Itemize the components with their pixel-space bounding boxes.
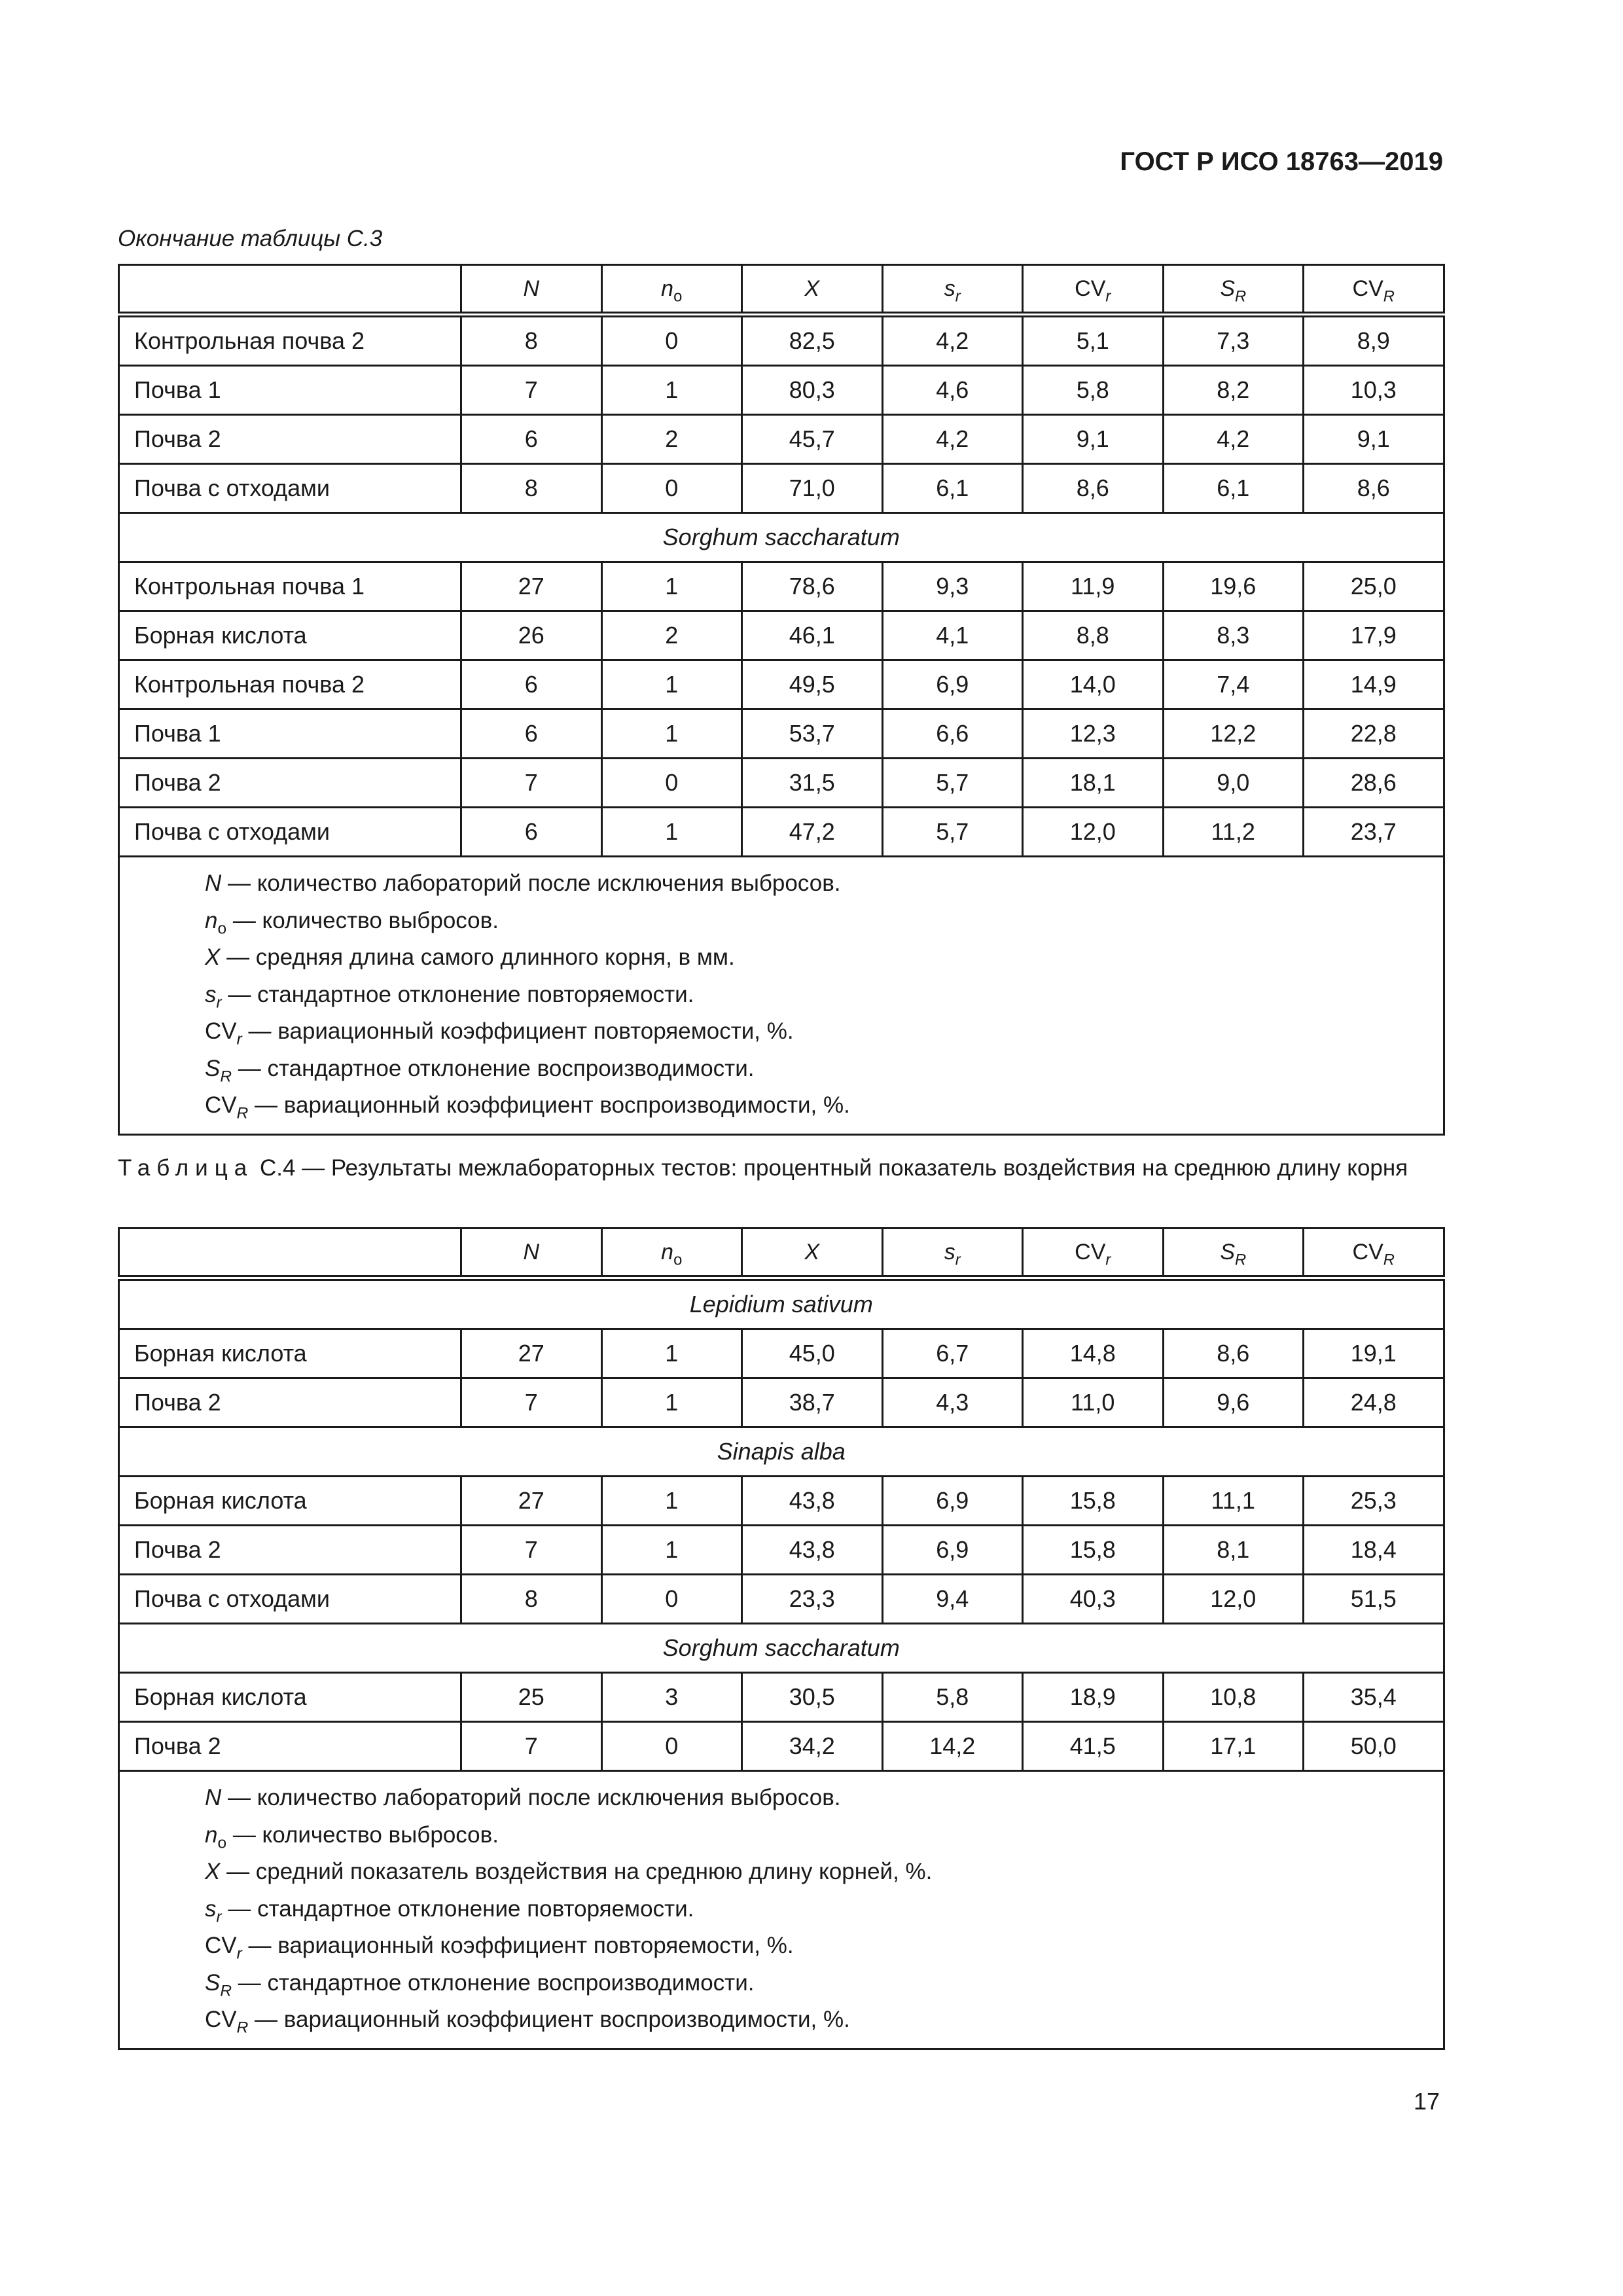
value-cell: 5,1 [1023,315,1164,366]
value-cell: 8,3 [1163,611,1304,660]
value-cell: 9,0 [1163,759,1304,808]
value-cell: 50,0 [1304,1722,1444,1771]
sample-name-cell: Почва 1 [119,366,461,415]
value-cell: 30,5 [742,1673,883,1722]
value-cell: 53,7 [742,709,883,759]
value-cell: 7 [461,1378,602,1427]
legend-item-no [205,1817,1443,1854]
value-cell: 8,6 [1023,464,1164,513]
value-cell: 6,9 [882,660,1023,709]
value-cell: 18,9 [1023,1673,1164,1722]
species-row [119,1427,1444,1477]
value-cell: 23,3 [742,1575,883,1624]
value-cell: 1 [601,709,742,759]
legend-text: — количество выбросов. [226,1821,499,1848]
table-row [119,1329,1444,1378]
value-cell: 43,8 [742,1477,883,1526]
value-cell: 11,0 [1023,1378,1164,1427]
legend-symbol: N [205,870,222,896]
legend-text: — вариационный коэффициент воспроизводимости, %. [248,1092,850,1118]
value-cell: 71,0 [742,464,883,513]
table-row [119,611,1444,660]
value-cell: 38,7 [742,1378,883,1427]
value-cell: 10,3 [1304,366,1444,415]
sample-name-cell: Почва 2 [119,1722,461,1771]
value-cell: 43,8 [742,1526,883,1575]
species-name: Lepidium sativum [119,1278,1444,1329]
table-row [119,315,1444,366]
table-c4-caption-prefix: Таблица [118,1155,254,1181]
value-cell: 78,6 [742,562,883,611]
legend-item-cvr [205,1013,1443,1050]
sample-name-cell: Почва 2 [119,415,461,464]
table-c4-header-row [119,1229,1444,1278]
legend-item-SR [205,1050,1443,1088]
value-cell: 2 [601,611,742,660]
value-cell: 1 [601,660,742,709]
table-row [119,1477,1444,1526]
header-no: $n_o$ [601,1229,742,1278]
value-cell: 24,8 [1304,1378,1444,1427]
value-cell: 1 [601,366,742,415]
value-cell: 6,1 [882,464,1023,513]
legend-text: — количество выбросов. [226,907,499,933]
value-cell: 0 [601,315,742,366]
legend-item-cvr [205,1928,1443,1965]
legend-item-no [205,903,1443,940]
value-cell: 35,4 [1304,1673,1444,1722]
value-cell: 7 [461,1526,602,1575]
value-cell: 49,5 [742,660,883,709]
value-cell: 1 [601,1378,742,1427]
legend-row [119,857,1444,1135]
value-cell: 0 [601,759,742,808]
value-cell: 22,8 [1304,709,1444,759]
legend-symbol: $n_o$ [205,907,227,938]
value-cell: 8 [461,1575,602,1624]
value-cell: 23,7 [1304,808,1444,857]
value-cell: 14,9 [1304,660,1444,709]
legend-symbol: N [205,1785,222,1810]
legend-symbol: X [205,944,221,970]
value-cell: 7 [461,366,602,415]
legend-symbol: $CV_R$ [205,1092,249,1122]
value-cell: 11,2 [1163,808,1304,857]
sample-name-cell: Почва с отходами [119,808,461,857]
value-cell: 4,2 [882,315,1023,366]
table-c4-body [119,1229,1444,2049]
value-cell: 14,8 [1023,1329,1164,1378]
table-row [119,1673,1444,1722]
legend-symbol: $S_R$ [205,1055,232,1086]
header-X: X [742,265,883,315]
symbol-legend [119,1771,1444,2049]
value-cell: 41,5 [1023,1722,1164,1771]
legend-text: — стандартное отклонение повторяемости. [221,981,694,1007]
value-cell: 0 [601,1722,742,1771]
legend-symbol: $CV_R$ [205,2007,249,2037]
legend-item-SR [205,1965,1443,2002]
value-cell: 6,9 [882,1526,1023,1575]
header-no: $n_o$ [601,265,742,315]
value-cell: 4,2 [882,415,1023,464]
header-empty-cell [119,265,461,315]
sample-name-cell: Борная кислота [119,611,461,660]
sample-name-cell: Борная кислота [119,1477,461,1526]
value-cell: 51,5 [1304,1575,1444,1624]
species-row [119,1624,1444,1673]
legend-text: — стандартное отклонение воспроизводимости. [232,1055,755,1081]
value-cell: 45,0 [742,1329,883,1378]
table-row [119,709,1444,759]
symbol-legend [119,857,1444,1135]
header-cvR: $CV_R$ [1304,1229,1444,1278]
legend-item-cvR [205,1087,1443,1124]
sample-name-cell: Почва 2 [119,1526,461,1575]
value-cell: 9,6 [1163,1378,1304,1427]
sample-name-cell: Почва 1 [119,709,461,759]
header-cvr: $CV_r$ [1023,265,1164,315]
value-cell: 8 [461,464,602,513]
table-c3-body [119,265,1444,1135]
legend-text: — вариационный коэффициент повторяемости, %. [241,1018,794,1044]
value-cell: 6,9 [882,1477,1023,1526]
legend-symbol: $s_r$ [205,981,222,1012]
table-row [119,808,1444,857]
sample-name-cell: Контрольная почва 1 [119,562,461,611]
header-sr: $s_r$ [882,265,1023,315]
value-cell: 3 [601,1673,742,1722]
value-cell: 7 [461,759,602,808]
value-cell: 7,3 [1163,315,1304,366]
value-cell: 7 [461,1722,602,1771]
header-SR: $S_R$ [1163,1229,1304,1278]
value-cell: 14,0 [1023,660,1164,709]
value-cell: 6 [461,415,602,464]
value-cell: 5,7 [882,759,1023,808]
table-row [119,1722,1444,1771]
value-cell: 17,1 [1163,1722,1304,1771]
value-cell: 25,0 [1304,562,1444,611]
value-cell: 82,5 [742,315,883,366]
sample-name-cell: Борная кислота [119,1673,461,1722]
value-cell: 6,7 [882,1329,1023,1378]
value-cell: 2 [601,415,742,464]
value-cell: 14,2 [882,1722,1023,1771]
legend-text: — стандартное отклонение повторяемости. [221,1895,694,1922]
header-cvr: $CV_r$ [1023,1229,1164,1278]
value-cell: 1 [601,1526,742,1575]
value-cell: 6 [461,808,602,857]
value-cell: 12,3 [1023,709,1164,759]
legend-symbol: $CV_r$ [205,1018,242,1049]
value-cell: 4,6 [882,366,1023,415]
value-cell: 1 [601,1329,742,1378]
species-row [119,1278,1444,1329]
value-cell: 6 [461,709,602,759]
value-cell: 19,6 [1163,562,1304,611]
value-cell: 7,4 [1163,660,1304,709]
value-cell: 9,3 [882,562,1023,611]
legend-symbol: $S_R$ [205,1969,232,2000]
header-sr: $s_r$ [882,1229,1023,1278]
value-cell: 45,7 [742,415,883,464]
legend-symbol: $CV_r$ [205,1933,242,1963]
sample-name-cell: Почва с отходами [119,464,461,513]
header-cvR: $CV_R$ [1304,265,1444,315]
table-row [119,660,1444,709]
value-cell: 5,8 [1023,366,1164,415]
header-X: X [742,1229,883,1278]
value-cell: 12,0 [1163,1575,1304,1624]
legend-symbol: X [205,1859,221,1884]
value-cell: 15,8 [1023,1477,1164,1526]
value-cell: 6,6 [882,709,1023,759]
legend-text: — средний показатель воздействия на среднюю длину корней, %. [220,1859,933,1884]
legend-text: — количество лабораторий после исключения выбросов. [221,870,841,896]
value-cell: 19,1 [1304,1329,1444,1378]
header-N: N [461,1229,602,1278]
table-row [119,366,1444,415]
value-cell: 18,4 [1304,1526,1444,1575]
value-cell: 80,3 [742,366,883,415]
document-code: ГОСТ Р ИСО 18763—2019 [1120,147,1443,176]
species-name: Sorghum saccharatum [119,1624,1444,1673]
value-cell: 28,6 [1304,759,1444,808]
value-cell: 1 [601,808,742,857]
value-cell: 5,8 [882,1673,1023,1722]
value-cell: 8,8 [1023,611,1164,660]
value-cell: 34,2 [742,1722,883,1771]
table-row [119,562,1444,611]
table-c3-header-row [119,265,1444,315]
value-cell: 9,4 [882,1575,1023,1624]
value-cell: 8,9 [1304,315,1444,366]
value-cell: 8,2 [1163,366,1304,415]
value-cell: 27 [461,562,602,611]
value-cell: 15,8 [1023,1526,1164,1575]
legend-text: — вариационный коэффициент воспроизводимости, %. [248,2007,850,2032]
table-c3 [118,264,1445,1136]
table-row [119,1378,1444,1427]
legend-item-cvR [205,2001,1443,2039]
header-SR: $S_R$ [1163,265,1304,315]
sample-name-cell: Почва 2 [119,759,461,808]
value-cell: 12,2 [1163,709,1304,759]
value-cell: 40,3 [1023,1575,1164,1624]
value-cell: 12,0 [1023,808,1164,857]
species-name: Sorghum saccharatum [119,513,1444,562]
species-name: Sinapis alba [119,1427,1444,1477]
table-row [119,759,1444,808]
legend-symbol: $n_o$ [205,1821,227,1852]
header-empty-cell [119,1229,461,1278]
sample-name-cell: Контрольная почва 2 [119,315,461,366]
page-number: 17 [1413,2088,1440,2115]
table-c4 [118,1227,1445,2050]
value-cell: 8,1 [1163,1526,1304,1575]
value-cell: 9,1 [1023,415,1164,464]
value-cell: 27 [461,1477,602,1526]
legend-text: — средняя длина самого длинного корня, в мм. [220,944,735,970]
table-c4-caption [118,1153,1443,1183]
table-row [119,415,1444,464]
table-row [119,464,1444,513]
legend-text: — стандартное отклонение воспроизводимости. [232,1969,755,1996]
value-cell: 25 [461,1673,602,1722]
value-cell: 47,2 [742,808,883,857]
value-cell: 4,1 [882,611,1023,660]
sample-name-cell: Контрольная почва 2 [119,660,461,709]
sample-name-cell: Борная кислота [119,1329,461,1378]
legend-text: — количество лабораторий после исключения выбросов. [221,1785,841,1810]
value-cell: 11,1 [1163,1477,1304,1526]
value-cell: 0 [601,1575,742,1624]
value-cell: 5,7 [882,808,1023,857]
legend-item-sr [205,977,1443,1014]
value-cell: 46,1 [742,611,883,660]
species-row [119,513,1444,562]
value-cell: 11,9 [1023,562,1164,611]
value-cell: 1 [601,1477,742,1526]
legend-text: — вариационный коэффициент повторяемости, %. [241,1933,794,1958]
legend-row [119,1771,1444,2049]
sample-name-cell: Почва 2 [119,1378,461,1427]
table-row [119,1575,1444,1624]
table-c3-caption: Окончание таблицы С.3 [118,226,383,251]
legend-symbol: $s_r$ [205,1895,222,1926]
table-c4-caption-text: С.4 — Результаты межлабораторных тестов: процентный показатель воздействия на среднюю длину корня [253,1155,1408,1181]
value-cell: 0 [601,464,742,513]
value-cell: 9,1 [1304,415,1444,464]
value-cell: 4,3 [882,1378,1023,1427]
value-cell: 1 [601,562,742,611]
value-cell: 8,6 [1304,464,1444,513]
header-N: N [461,265,602,315]
value-cell: 18,1 [1023,759,1164,808]
value-cell: 25,3 [1304,1477,1444,1526]
sample-name-cell: Почва с отходами [119,1575,461,1624]
value-cell: 17,9 [1304,611,1444,660]
value-cell: 8 [461,315,602,366]
value-cell: 26 [461,611,602,660]
value-cell: 10,8 [1163,1673,1304,1722]
value-cell: 6,1 [1163,464,1304,513]
legend-item-X [205,939,1443,977]
legend-item-X [205,1854,1443,1891]
legend-item-N [205,865,1443,903]
value-cell: 27 [461,1329,602,1378]
table-row [119,1526,1444,1575]
legend-item-sr [205,1891,1443,1928]
value-cell: 6 [461,660,602,709]
value-cell: 4,2 [1163,415,1304,464]
value-cell: 31,5 [742,759,883,808]
value-cell: 8,6 [1163,1329,1304,1378]
legend-item-N [205,1780,1443,1817]
